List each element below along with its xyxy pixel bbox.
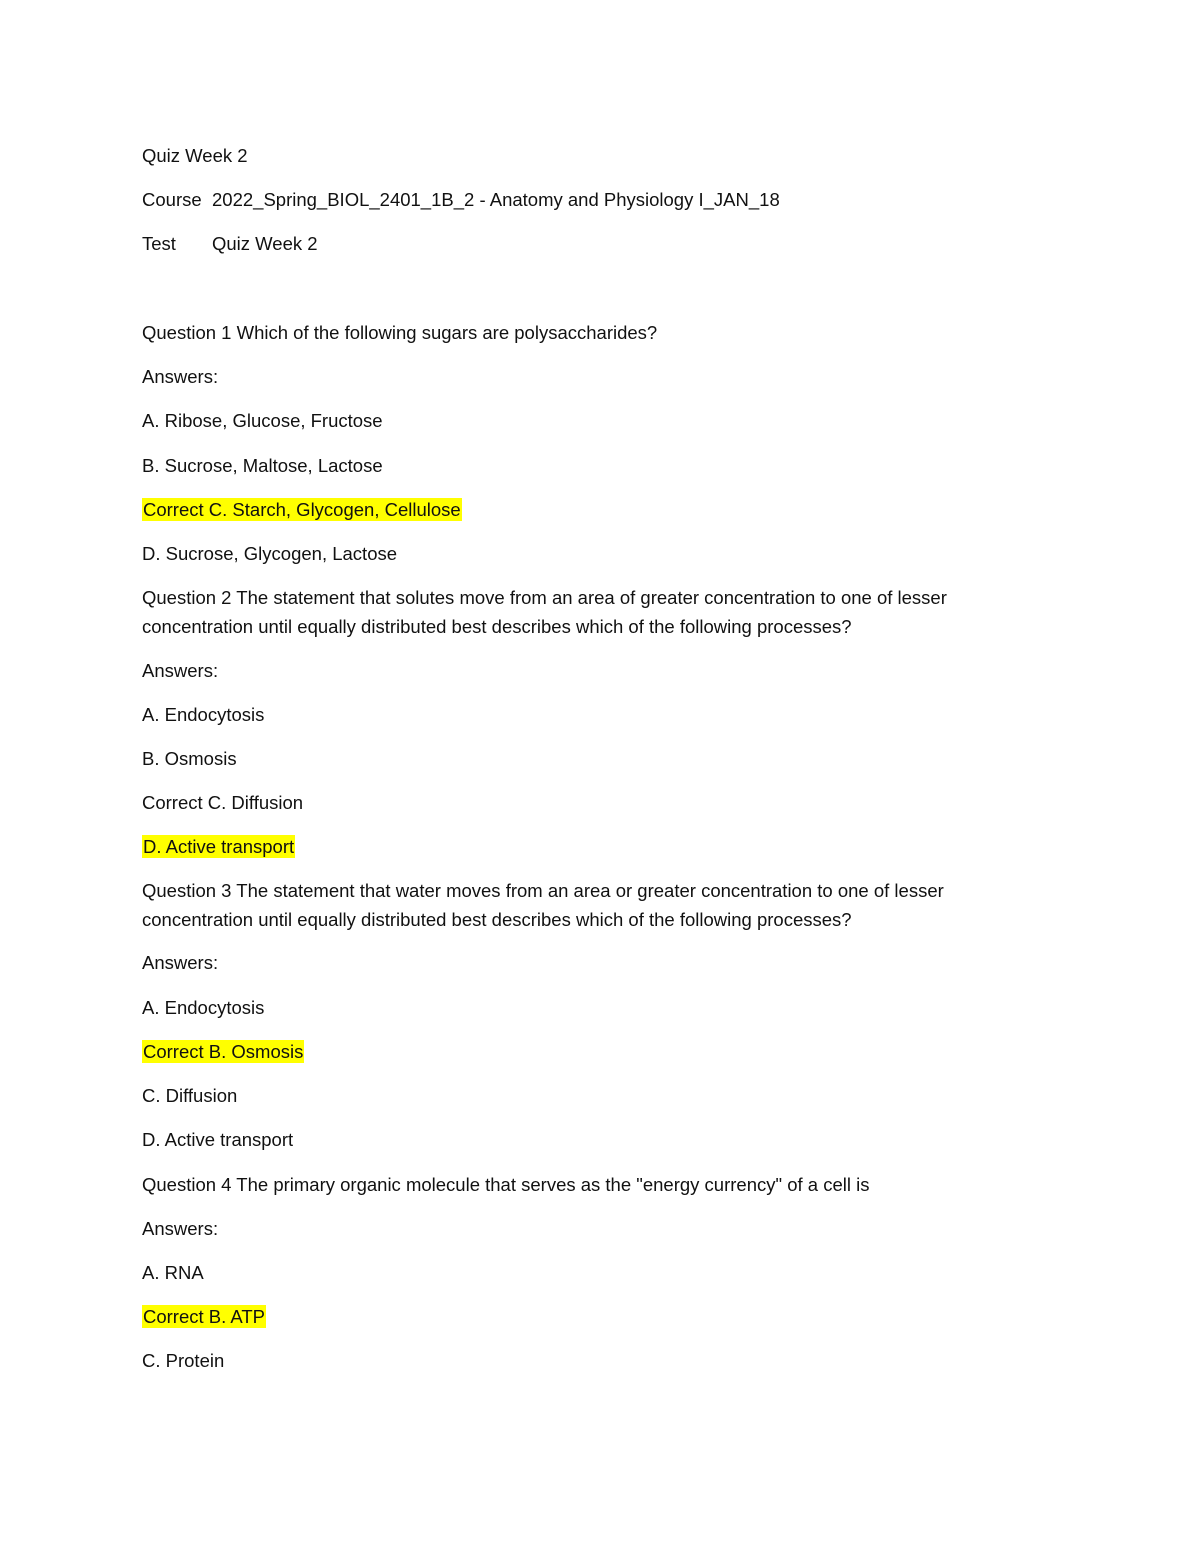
highlighted-answer: Correct C. Starch, Glycogen, Cellulose (143, 499, 461, 520)
answers-label: Answers: (142, 952, 219, 973)
question-3-prefix: Question 3 (142, 880, 232, 901)
q4-option-c: C. Protein (142, 1350, 225, 1371)
answers-label: Answers: (142, 1218, 219, 1239)
q1-option-d: D. Sucrose, Glycogen, Lactose (142, 543, 398, 564)
q2-option-d-highlighted (142, 835, 295, 859)
question-2 (142, 583, 1022, 641)
question-2-prefix: Question 2 (142, 587, 232, 608)
course-label: Course (142, 189, 202, 210)
q4-option-a: A. RNA (142, 1262, 204, 1283)
test-line (142, 232, 318, 256)
question-3-text: The statement that water moves from an area or greater concentration to one of lesser concentration until equally distributed best describes which of the following processes? (142, 880, 944, 930)
question-1 (142, 321, 657, 345)
question-1-text: Which of the following sugars are polysaccharides? (236, 322, 658, 343)
question-4-text: The primary organic molecule that serves as the "energy currency" of a cell is (236, 1174, 870, 1195)
q1-option-a: A. Ribose, Glucose, Fructose (142, 410, 383, 431)
test-label: Test (142, 233, 176, 254)
q1-option-b: B. Sucrose, Maltose, Lactose (142, 455, 383, 476)
answers-label: Answers: (142, 660, 219, 681)
q1-option-c-correct (142, 498, 462, 522)
question-3 (142, 876, 1022, 934)
highlighted-answer: Correct B. Osmosis (143, 1041, 304, 1062)
q3-option-d: D. Active transport (142, 1129, 294, 1150)
question-2-text: The statement that solutes move from an area of greater concentration to one of lesser concentration until equally distributed best describes which of the following processes? (142, 587, 947, 637)
course-line (142, 188, 780, 212)
document-title: Quiz Week 2 (142, 145, 248, 166)
answers-label: Answers: (142, 366, 219, 387)
q3-option-c: C. Diffusion (142, 1085, 238, 1106)
question-4-prefix: Question 4 (142, 1174, 232, 1195)
q4-option-b-correct (142, 1305, 266, 1329)
highlighted-answer: Correct B. ATP (143, 1306, 265, 1327)
course-value: 2022_Spring_BIOL_2401_1B_2 - Anatomy and Physiology I_JAN_18 (212, 189, 780, 210)
q2-option-a: A. Endocytosis (142, 704, 265, 725)
q3-option-a: A. Endocytosis (142, 997, 265, 1018)
q2-option-b: B. Osmosis (142, 748, 237, 769)
question-1-prefix: Question 1 (142, 322, 232, 343)
test-value: Quiz Week 2 (212, 233, 318, 254)
highlighted-answer: D. Active transport (143, 836, 295, 857)
q3-option-b-correct (142, 1040, 304, 1064)
q2-option-c: Correct C. Diffusion (142, 792, 304, 813)
question-4 (142, 1173, 869, 1197)
